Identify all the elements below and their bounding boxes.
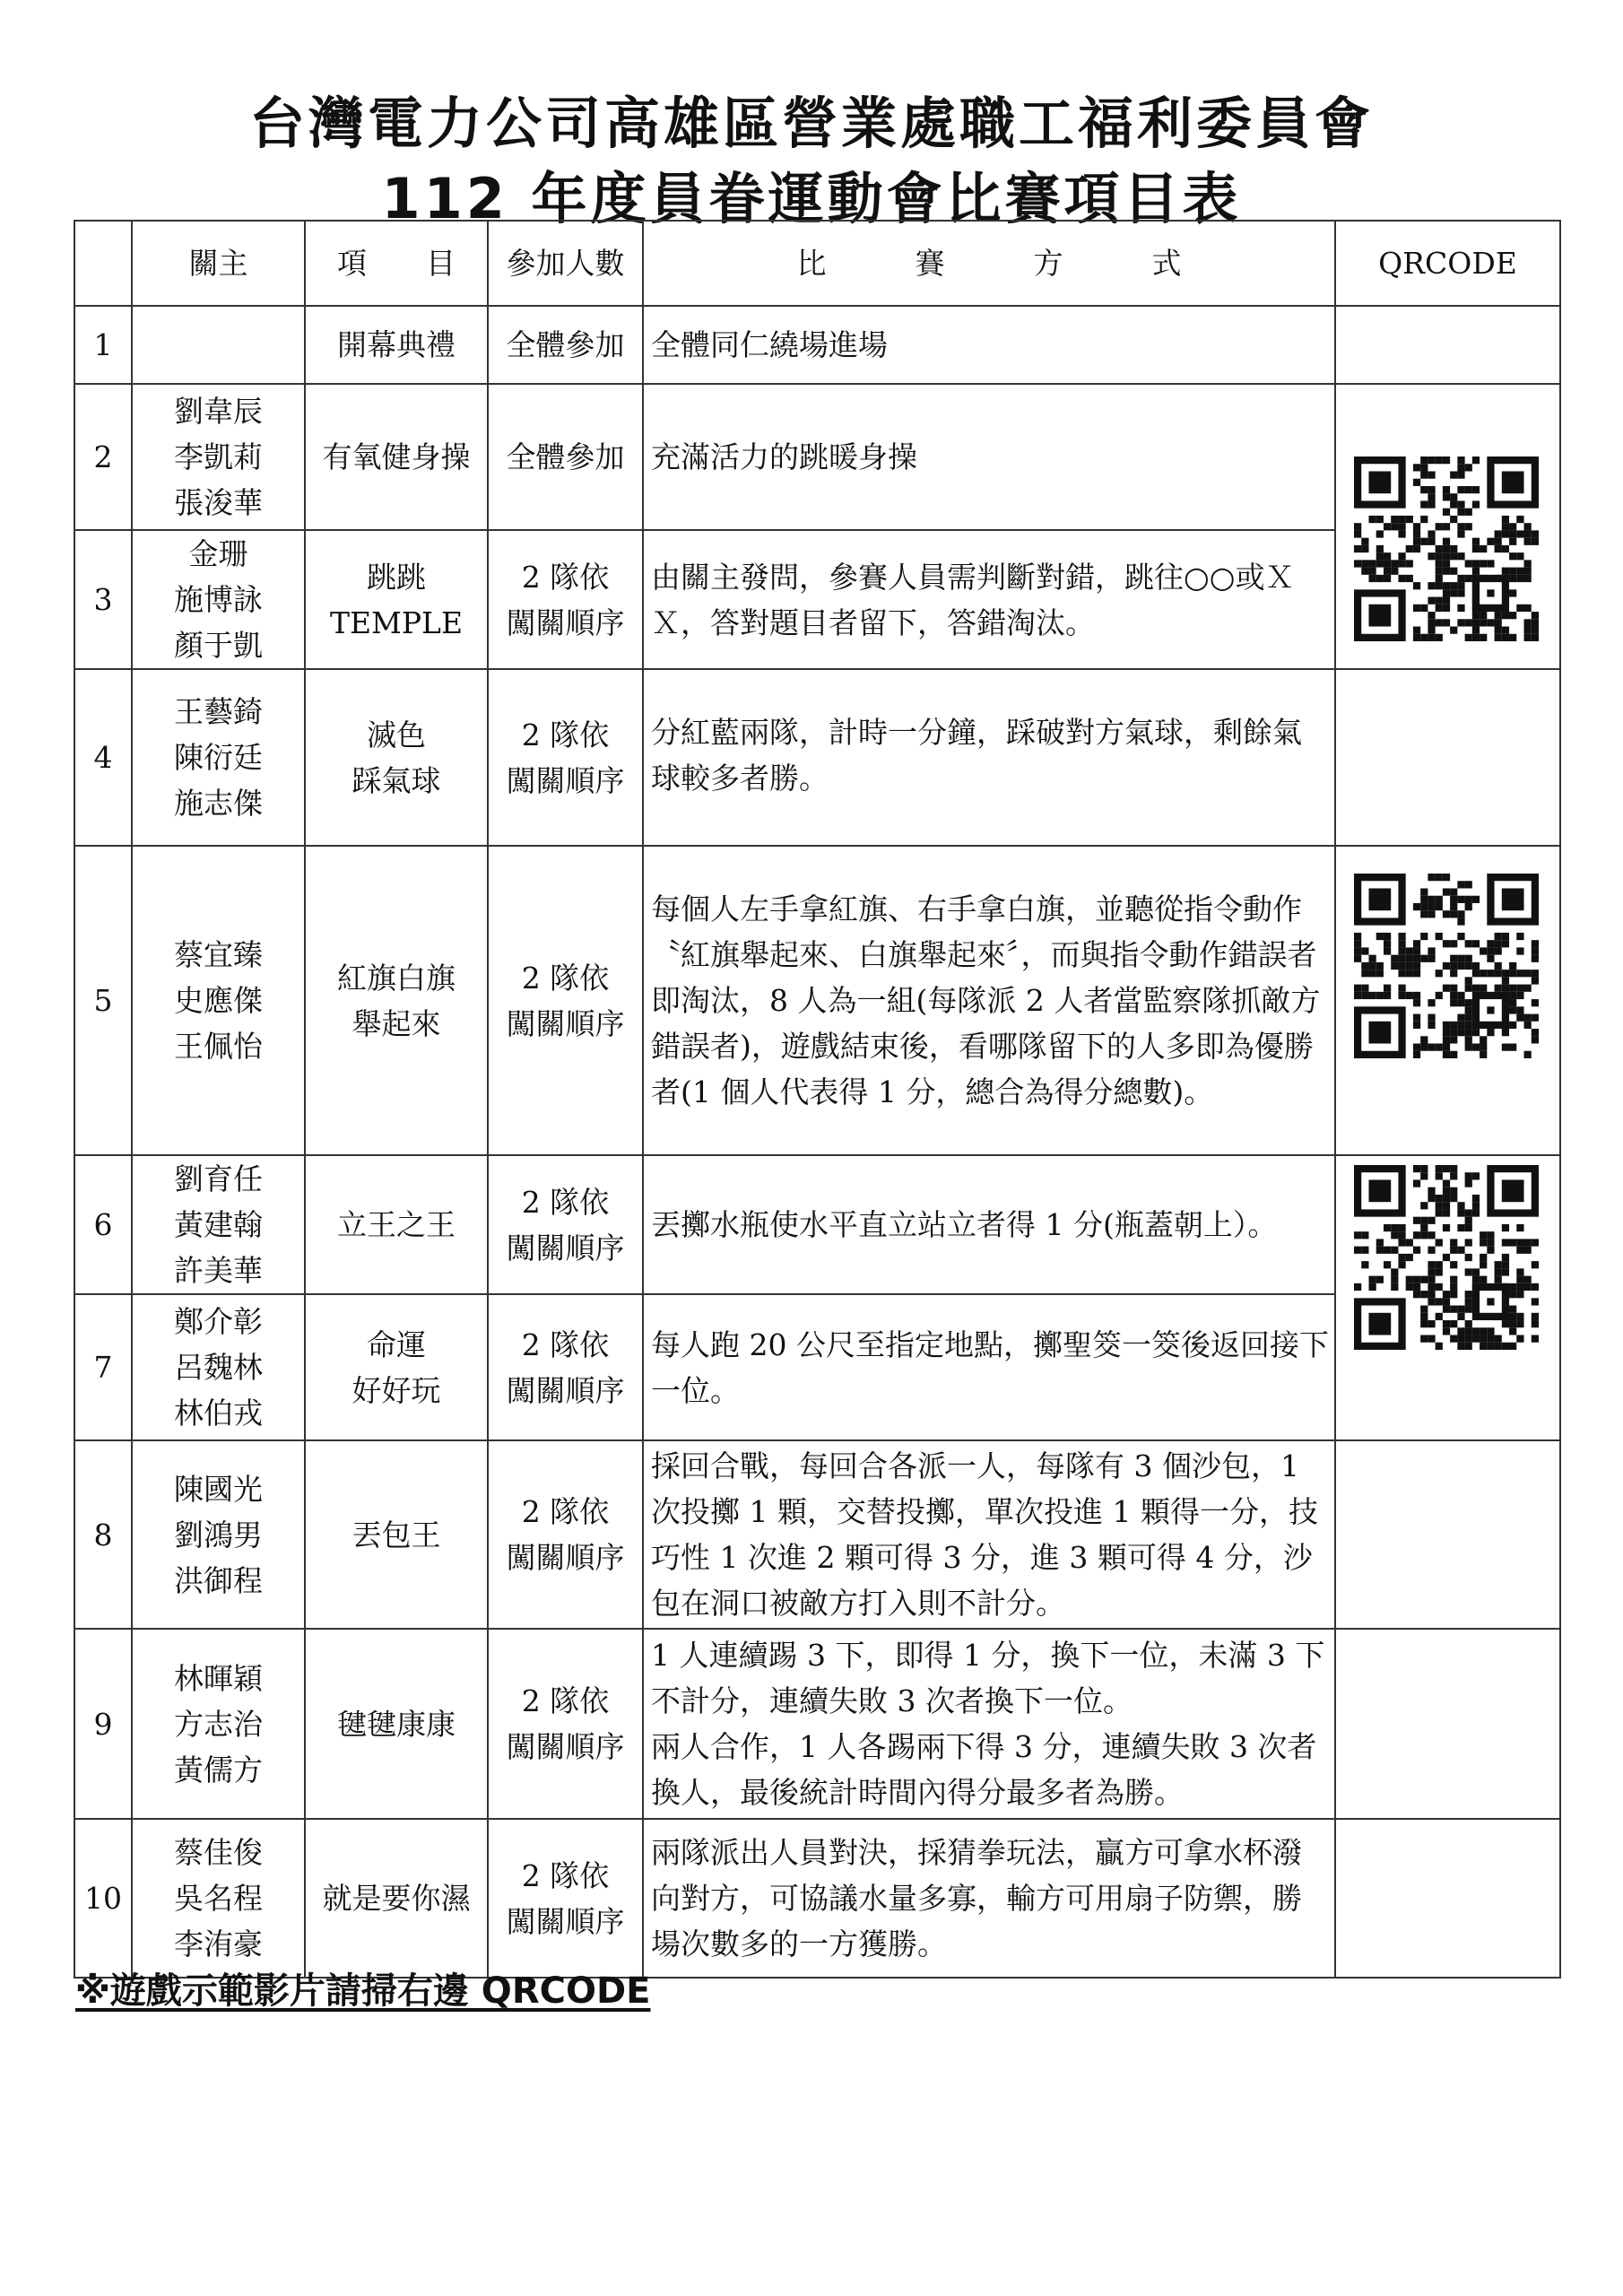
qr-cell [1335,1819,1560,1978]
row-method: 1 人連續踢 3 下，即得 1 分，換下一位，未滿 3 下不計分，連續失敗 3 次者換下一位。 兩人合作，1 人各踢兩下得 3 分，連續失敗 3 次者換人，最後統計時間內得分最多者為勝。 [643,1629,1335,1819]
header-host: 關主 [132,221,305,306]
row-count: 2 隊依 闖關順序 [488,1629,643,1819]
row-host: 劉韋辰 李凱莉 張浚華 [132,384,305,530]
row-method: 分紅藍兩隊，計時一分鐘，踩破對方氣球，剩餘氣球較多者勝。 [643,669,1335,846]
row-count: 2 隊依 闖關順序 [488,846,643,1155]
table-row [74,846,1560,1155]
header-method: 比 賽 方 式 [643,221,1335,306]
qr-cell [1335,384,1560,669]
header-count: 參加人數 [488,221,643,306]
row-item: 滅色 踩氣球 [305,669,488,846]
qr-cell [1335,669,1560,846]
document-subtitle: 112 年度員眷運動會比賽項目表 [381,166,1242,231]
qr-cell [1335,1440,1560,1629]
row-number: 4 [74,669,132,846]
events-table [74,220,1561,1979]
header-row [74,221,1560,306]
row-count: 2 隊依 闖關順序 [488,1294,643,1440]
row-number: 10 [74,1819,132,1978]
row-number: 1 [74,306,132,384]
row-item: 就是要你濕 [305,1819,488,1978]
header-qrcode: QRCODE [1335,221,1560,306]
table-row [74,1819,1560,1978]
table-row [74,384,1560,530]
row-host: 蔡宜臻 史應傑 王佩怡 [132,846,305,1155]
row-host: 金珊 施博詠 顏于凱 [132,530,305,669]
row-number: 8 [74,1440,132,1629]
qr-code-3[interactable] [1354,1165,1539,1350]
qr-code-2[interactable] [1354,874,1539,1058]
qr-cell [1335,1629,1560,1819]
row-host: 蔡佳俊 吳名程 李洧豪 [132,1819,305,1978]
header-no [74,221,132,306]
row-item: 命運 好好玩 [305,1294,488,1440]
qr-cell [1335,306,1560,384]
row-method: 由關主發問，參賽人員需判斷對錯，跳往○○或ＸＸ，答對題目者留下，答錯淘汰。 [643,530,1335,669]
row-item: 丟包王 [305,1440,488,1629]
row-number: 5 [74,846,132,1155]
row-number: 9 [74,1629,132,1819]
row-item: 立王之王 [305,1155,488,1294]
row-count: 2 隊依 闖關順序 [488,1155,643,1294]
row-count: 2 隊依 闖關順序 [488,1440,643,1629]
table-row [74,1155,1560,1294]
row-host: 陳國光 劉鴻男 洪御程 [132,1440,305,1629]
row-count: 全體參加 [488,306,643,384]
row-number: 2 [74,384,132,530]
footer-note: ※遊戲示範影片請掃右邊 QRCODE [75,1970,651,2012]
row-item: 跳跳 TEMPLE [305,530,488,669]
row-method: 充滿活力的跳暖身操 [643,384,1335,530]
qr-code-1[interactable] [1354,457,1539,641]
row-host: 鄭介彰 呂魏林 林伯戎 [132,1294,305,1440]
row-count: 2 隊依 闖關順序 [488,669,643,846]
row-method: 丟擲水瓶使水平直立站立者得 1 分(瓶蓋朝上）。 [643,1155,1335,1294]
row-method: 採回合戰，每回合各派一人，每隊有 3 個沙包，1 次投擲 1 顆，交替投擲，單次投進 1 顆得一分，技巧性 1 次進 2 顆可得 3 分，進 3 顆可得 4 分，沙包在洞口被敵方打入則不計分。 [643,1440,1335,1629]
row-host: 王藝錡 陳衍廷 施志傑 [132,669,305,846]
table-row [74,1440,1560,1629]
row-count: 2 隊依 闖關順序 [488,1819,643,1978]
row-item: 紅旗白旗 舉起來 [305,846,488,1155]
row-method: 全體同仁繞場進場 [643,306,1335,384]
row-number: 7 [74,1294,132,1440]
row-item: 毽毽康康 [305,1629,488,1819]
table-row [74,306,1560,384]
row-method: 每個人左手拿紅旗、右手拿白旗，並聽從指令動作〝紅旗舉起來、白旗舉起來〞，而與指令動作錯誤者即淘汰，8 人為一組(每隊派 2 人者當監察隊抓敵方錯誤者)，遊戲結束後，看哪隊留下的人多即為優勝者(1 個人代表得 1 分，總合為得分總數)。 [643,846,1335,1155]
table-row [74,1629,1560,1819]
row-host [132,306,305,384]
header-item: 項 目 [305,221,488,306]
row-method: 兩隊派出人員對決，採猜拳玩法，贏方可拿水杯潑向對方，可協議水量多寡，輸方可用扇子防禦，勝場次數多的一方獲勝。 [643,1819,1335,1978]
row-method: 每人跑 20 公尺至指定地點，擲聖筊一筊後返回接下一位。 [643,1294,1335,1440]
row-number: 6 [74,1155,132,1294]
table-row [74,669,1560,846]
row-host: 劉育任 黃建翰 許美華 [132,1155,305,1294]
row-number: 3 [74,530,132,669]
row-item: 有氧健身操 [305,384,488,530]
row-host: 林暉穎 方志治 黃儒方 [132,1629,305,1819]
document-title: 台灣電力公司高雄區營業處職工福利委員會 [248,91,1374,156]
qr-cell [1335,846,1560,1155]
row-count: 全體參加 [488,384,643,530]
row-count: 2 隊依 闖關順序 [488,530,643,669]
qr-cell [1335,1155,1560,1440]
row-item: 開幕典禮 [305,306,488,384]
